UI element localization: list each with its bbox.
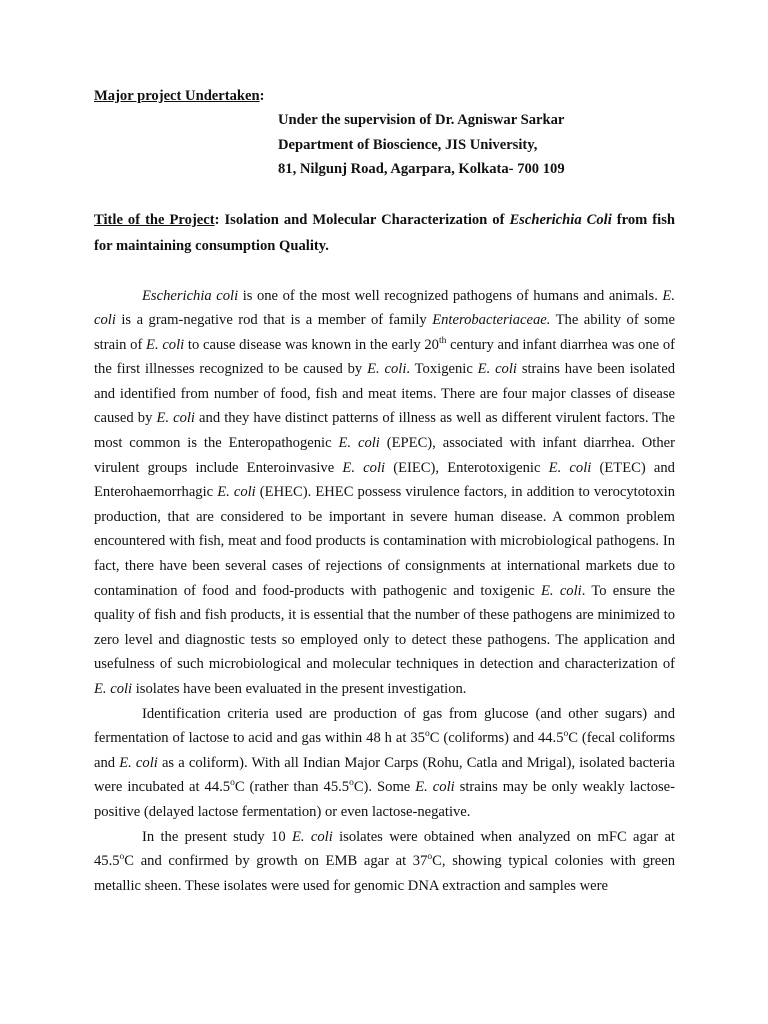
italic-text: E. coli — [291, 828, 333, 845]
italic-text: E. coli — [156, 410, 195, 427]
paragraph-text: as a coliform). With all Indian Major Carps (Rohu, Catla and Mrigal), isolated bacteria were incubated at 44.5 — [94, 754, 675, 796]
italic-text: Escherichia coli — [142, 287, 239, 304]
italic-text: E. coli — [541, 582, 582, 599]
department-line: Department of Bioscience, JIS University, — [278, 136, 538, 153]
document-page — [94, 84, 675, 898]
project-title-text-a: Isolation and Molecular Characterization of — [219, 211, 510, 228]
italic-text: E. coli — [217, 484, 256, 501]
paragraph-text: C). Some — [353, 779, 416, 796]
paragraph-text: . To ensure the quality of fish and fish products, it is essential that the number of these pathogens are minimized to zero level and diagnostic tests so employed only to detect these pathogens. The application and usefulness of such microbiological and molecular techniques in detection and characterization of — [94, 582, 675, 673]
superscript-text: o — [424, 729, 430, 740]
paragraph-text: is a gram-negative rod that is a member of family — [115, 312, 433, 329]
paragraph-text: is one of the most well recognized pathogens of humans and animals. — [238, 287, 663, 304]
project-title-organism: Escherichia Coli — [509, 211, 612, 228]
body-paragraph — [94, 284, 675, 702]
superscript-text: o — [563, 729, 569, 740]
paragraph-text: isolates have been evaluated in the present investigation. — [132, 681, 467, 697]
italic-text: E. coli — [94, 287, 675, 329]
paragraph-text: . Toxigenic — [406, 361, 478, 378]
superscript-text: th — [438, 335, 447, 346]
project-title — [94, 207, 675, 259]
paragraph-text: (ETEC) and Enterohaemorrhagic — [94, 459, 675, 501]
italic-text: E. coli — [338, 435, 380, 452]
italic-text: E. coli — [477, 361, 517, 378]
address-line: 81, Nilgunj Road, Agarpara, Kolkata- 700 109 — [278, 161, 565, 177]
section-heading-label: Major project Undertaken — [94, 88, 260, 104]
paragraph-text: (EHEC). EHEC possess virulence factors, in addition to verocytotoxin production, that are considered to be important in severe human disease. A common problem encountered with fish, meat and food products is contamination with microbiological pathogens. In fact, there have been several cases of rejections of consignments at international markets due to contamination of food and food-products with pathogenic and toxigenic — [94, 484, 675, 599]
superscript-text: o — [349, 778, 354, 789]
paragraph-text: C (coliforms) and 44.5 — [429, 730, 564, 747]
paragraph-text: C (rather than 45.5 — [234, 779, 350, 796]
paragraph-text: to cause disease was known in the early 20 — [184, 336, 439, 353]
paragraph-text: strains may be only weakly lactose-positive (delayed lactose fermentation) or even lactose-negative. — [94, 779, 676, 820]
italic-text: E. coli — [119, 754, 158, 771]
body-paragraph — [94, 825, 675, 899]
body-text — [94, 284, 675, 899]
paragraph-text: In the present study 10 — [142, 828, 292, 845]
paragraph-text: C, showing typical colonies with green metallic sheen. These isolates were used for genomic DNA extraction and samples were — [94, 853, 675, 894]
italic-text: E. coli — [415, 779, 455, 796]
paragraph-text: Identification criteria used are production of gas from glucose (and other sugars) and fermentation of lactose to acid and gas within 48 h at 35 — [94, 705, 675, 747]
section-heading-colon: : — [259, 88, 265, 104]
body-paragraph — [94, 702, 675, 825]
italic-text: E. coli — [548, 459, 592, 476]
italic-text: E. coli — [94, 681, 133, 697]
italic-text: Enterobacteriaceae. — [432, 312, 551, 329]
supervision-block — [278, 108, 675, 182]
paragraph-text: isolates were obtained when analyzed on mFC agar at 45.5 — [94, 828, 675, 870]
paragraph-text: strains have been isolated and identified from number of food, fish and meat items. There are four major classes of disease caused by — [94, 361, 675, 427]
project-title-colon: : — [214, 211, 220, 228]
supervisor-line: Under the supervision of Dr. Agniswar Sarkar — [278, 112, 565, 128]
italic-text: E. coli — [146, 336, 185, 353]
paragraph-text: century and infant diarrhea was one of the first illnesses recognized to be caused by — [94, 336, 675, 378]
superscript-text: o — [230, 778, 235, 789]
superscript-text: o — [427, 852, 433, 863]
project-title-text-b: from fish for maintaining consumption Quality. — [94, 211, 675, 254]
paragraph-text: The ability of some strain of — [94, 312, 675, 353]
superscript-text: o — [119, 852, 125, 863]
italic-text: E. coli — [367, 361, 407, 378]
section-heading — [94, 84, 675, 108]
italic-text: E. coli — [342, 459, 386, 476]
paragraph-text: C (fecal coliforms and — [94, 730, 675, 771]
paragraph-text: and they have distinct patterns of illness as well as different virulent factors. The most common is the Enteropathogenic — [94, 410, 675, 452]
project-title-label: Title of the Project — [94, 211, 215, 228]
paragraph-text: (EIEC), Enterotoxigenic — [385, 459, 549, 476]
paragraph-text: C and confirmed by growth on EMB agar at 37 — [124, 853, 428, 870]
paragraph-text: (EPEC), associated with infant diarrhea. Other virulent groups include Enteroinvasive — [94, 435, 675, 476]
